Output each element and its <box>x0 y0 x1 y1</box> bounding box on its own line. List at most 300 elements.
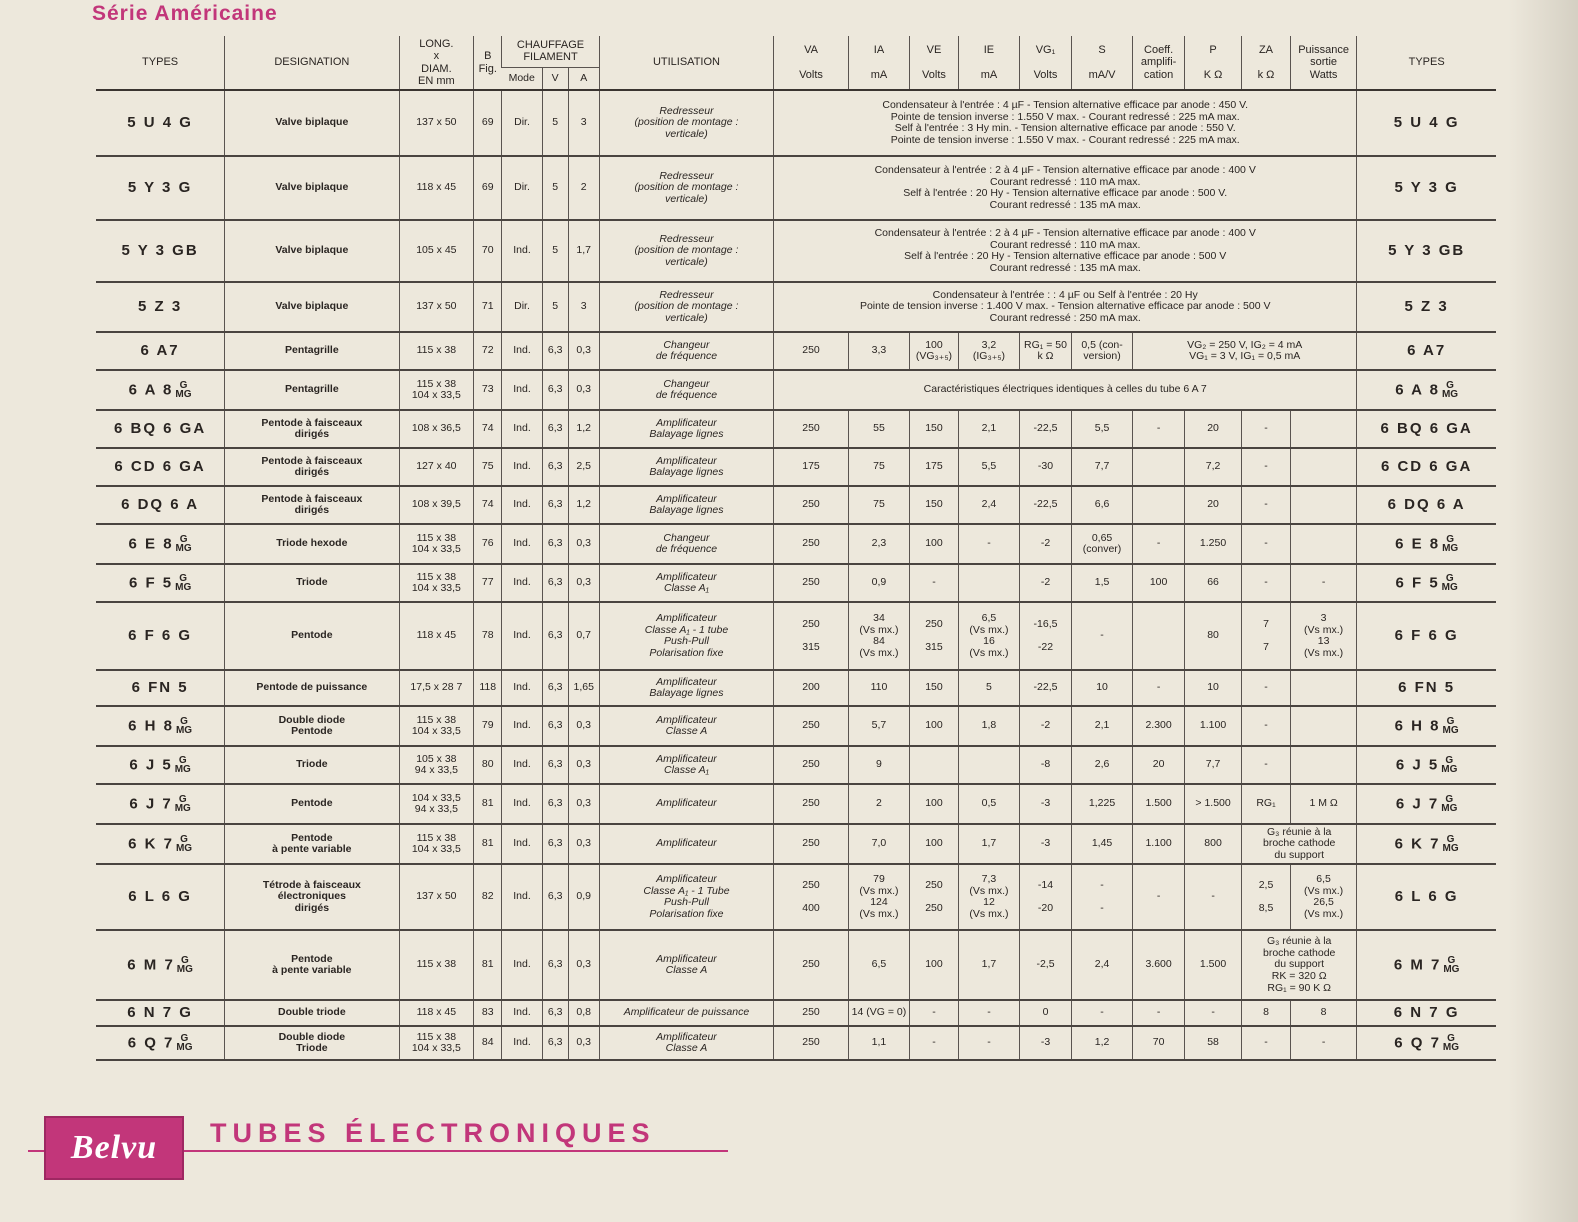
type-cell-right <box>1357 824 1496 864</box>
type-cell <box>96 930 225 1000</box>
type-cell <box>96 486 225 524</box>
variant-mg: MG <box>175 843 193 855</box>
tube-variant-suffix <box>175 756 191 775</box>
type-cell-right <box>1357 524 1496 564</box>
power-cell <box>1290 448 1356 486</box>
vg1-cell: -14 -20 <box>1020 864 1072 930</box>
header-figure: B Fig. <box>474 36 502 90</box>
heating-voltage-cell: 5 <box>542 282 568 332</box>
tube-type-label: 6 N 7 G <box>1393 1003 1460 1021</box>
variant-mg: MG <box>1442 543 1459 555</box>
ia-cell: 75 <box>848 448 909 486</box>
characteristics-note-cell: Caractéristiques électriques identiques à celles du tube 6 A 7 <box>774 370 1357 410</box>
power-cell: 1 M Ω <box>1290 784 1356 824</box>
designation-cell: Valve biplaque <box>225 90 399 156</box>
va-cell: 250 <box>774 524 849 564</box>
za-cell: - <box>1242 706 1291 746</box>
table-row <box>96 824 1496 864</box>
coeff-cell: 2.300 <box>1133 706 1185 746</box>
ia-cell: 2 <box>848 784 909 824</box>
tube-variant-suffix <box>1443 717 1459 736</box>
heating-current-cell: 0,3 <box>568 1026 599 1060</box>
heating-mode-cell: Ind. <box>502 746 542 784</box>
designation-cell: Pentode de puissance <box>225 670 399 706</box>
variant-g: G <box>1446 715 1455 727</box>
s-cell: 5,5 <box>1071 410 1132 448</box>
table-body <box>96 90 1496 1060</box>
designation-cell: Pentode <box>225 784 399 824</box>
tube-type-label: 6 J 5 <box>1395 756 1440 774</box>
power-cell: 8 <box>1290 1000 1356 1026</box>
header-coeff-amplification: Coeff. amplifi- cation <box>1133 36 1185 90</box>
utilisation-cell: Redresseur (position de montage : verticale) <box>599 282 773 332</box>
za-cell: - <box>1242 410 1291 448</box>
type-cell-right <box>1357 156 1496 220</box>
heating-mode-cell: Ind. <box>502 602 542 670</box>
extra-characteristics-cell: VG₂ = 250 V, IG₂ = 4 mA VG₁ = 3 V, IG₁ = 0,5 mA <box>1133 332 1357 370</box>
tube-type-label: 6 F 5 <box>128 574 174 592</box>
figure-cell: 69 <box>474 156 502 220</box>
ia-cell: 1,1 <box>848 1026 909 1060</box>
za-cell: - <box>1242 564 1291 602</box>
tube-type-label: 5 Y 3 GB <box>1388 241 1466 259</box>
za-cell: 8 <box>1242 1000 1291 1026</box>
dimensions-cell: 108 x 36,5 <box>399 410 474 448</box>
variant-mg: MG <box>1443 964 1460 976</box>
type-cell <box>96 824 225 864</box>
vg1-cell: -8 <box>1020 746 1072 784</box>
tube-variant-suffix <box>1443 956 1459 975</box>
ve-cell <box>910 746 959 784</box>
header-types-right: TYPES <box>1357 36 1496 90</box>
s-cell: 2,4 <box>1071 930 1132 1000</box>
heating-mode-cell: Ind. <box>502 448 542 486</box>
type-cell-right <box>1357 706 1496 746</box>
vg1-cell: -22,5 <box>1020 670 1072 706</box>
tube-type-label: 6 K 7 <box>128 835 174 853</box>
table-row <box>96 602 1496 670</box>
figure-cell: 81 <box>474 784 502 824</box>
ia-cell: 6,5 <box>848 930 909 1000</box>
dimensions-cell: 17,5 x 28 7 <box>399 670 474 706</box>
p-cell: - <box>1185 1000 1242 1026</box>
figure-cell: 71 <box>474 282 502 332</box>
coeff-cell: - <box>1133 670 1185 706</box>
utilisation-cell: Changeur de fréquence <box>599 524 773 564</box>
coeff-cell: - <box>1133 864 1185 930</box>
tube-type-label: 5 Y 3 G <box>127 178 193 196</box>
table-row <box>96 370 1496 410</box>
header-designation: DESIGNATION <box>225 36 399 90</box>
tube-type-label: 6 F 6 G <box>1394 626 1459 644</box>
ve-cell: 100 <box>910 706 959 746</box>
tube-type-label: 5 Y 3 G <box>1394 178 1459 196</box>
power-cell <box>1290 410 1356 448</box>
variant-g: G <box>180 715 188 727</box>
p-cell: 1.100 <box>1185 706 1242 746</box>
heating-mode-cell: Ind. <box>502 784 542 824</box>
vg1-cell: -30 <box>1020 448 1072 486</box>
variant-mg: MG <box>175 389 192 401</box>
tube-variant-suffix <box>176 717 192 736</box>
p-cell: 20 <box>1185 410 1242 448</box>
vg1-cell: -2,5 <box>1020 930 1072 1000</box>
ie-cell: - <box>958 524 1019 564</box>
s-cell: 6,6 <box>1071 486 1132 524</box>
heating-voltage-cell: 6,3 <box>542 332 568 370</box>
figure-cell: 72 <box>474 332 502 370</box>
heating-mode-cell: Ind. <box>502 670 542 706</box>
p-cell: 7,7 <box>1185 746 1242 784</box>
type-cell-right <box>1357 282 1496 332</box>
heating-current-cell: 1,65 <box>568 670 599 706</box>
utilisation-cell: Changeur de fréquence <box>599 332 773 370</box>
coeff-cell: 1.500 <box>1133 784 1185 824</box>
figure-cell: 77 <box>474 564 502 602</box>
heating-current-cell: 0,3 <box>568 746 599 784</box>
figure-cell: 83 <box>474 1000 502 1026</box>
za-cell: 7 7 <box>1242 602 1291 670</box>
utilisation-cell: Amplificateur Balayage lignes <box>599 410 773 448</box>
variant-g: G <box>1445 572 1454 584</box>
utilisation-cell: Changeur de fréquence <box>599 370 773 410</box>
tube-type-label: 6 E 8 <box>1395 535 1441 553</box>
heating-current-cell: 0,3 <box>568 370 599 410</box>
va-cell: 250 <box>774 332 849 370</box>
tube-variant-suffix <box>1443 835 1459 854</box>
ia-cell: 75 <box>848 486 909 524</box>
type-cell-right <box>1357 90 1496 156</box>
va-cell: 250 <box>774 824 849 864</box>
tube-type-label: 6 H 8 <box>128 717 174 735</box>
designation-cell: Triode <box>225 564 399 602</box>
dimensions-cell: 137 x 50 <box>399 864 474 930</box>
ia-cell: 110 <box>848 670 909 706</box>
heating-current-cell: 3 <box>568 90 599 156</box>
heating-mode-cell: Ind. <box>502 524 542 564</box>
heating-mode-cell: Ind. <box>502 410 542 448</box>
footer-title: TUBES ÉLECTRONIQUES <box>210 1118 656 1148</box>
coeff-cell: 3.600 <box>1133 930 1185 1000</box>
ie-cell: 5,5 <box>958 448 1019 486</box>
table-row <box>96 1000 1496 1026</box>
za-power-note-cell: G₃ réunie à la broche cathode du support RK = 320 Ω RG₁ = 90 K Ω <box>1242 930 1357 1000</box>
table-row <box>96 784 1496 824</box>
utilisation-cell: Amplificateur Classe A₁ - 1 Tube Push-Pull Polarisation fixe <box>599 864 773 930</box>
tube-type-label: 6 A 8 <box>1395 381 1440 399</box>
heating-current-cell: 0,3 <box>568 564 599 602</box>
type-cell <box>96 410 225 448</box>
type-cell <box>96 1026 225 1060</box>
ve-cell: 100 <box>910 824 959 864</box>
heating-current-cell: 0,3 <box>568 706 599 746</box>
dimensions-cell: 115 x 38 104 x 33,5 <box>399 370 474 410</box>
vg1-cell: -3 <box>1020 784 1072 824</box>
heating-mode-cell: Ind. <box>502 824 542 864</box>
power-cell <box>1290 746 1356 784</box>
va-cell: 175 <box>774 448 849 486</box>
power-cell: - <box>1290 1026 1356 1060</box>
type-cell <box>96 220 225 282</box>
vg1-cell: -2 <box>1020 564 1072 602</box>
za-cell: - <box>1242 524 1291 564</box>
figure-cell: 118 <box>474 670 502 706</box>
coeff-cell: 70 <box>1133 1026 1185 1060</box>
heating-voltage-cell: 6,3 <box>542 930 568 1000</box>
tube-type-label: 6 M 7 <box>1393 956 1442 974</box>
ve-cell: 250 315 <box>910 602 959 670</box>
designation-cell: Pentode à pente variable <box>225 930 399 1000</box>
type-cell-right <box>1357 332 1496 370</box>
tube-type-label: 6 E 8 <box>128 535 174 553</box>
ie-cell: 1,8 <box>958 706 1019 746</box>
figure-cell: 73 <box>474 370 502 410</box>
type-cell <box>96 156 225 220</box>
ve-cell: 100 <box>910 784 959 824</box>
heating-voltage-cell: 6,3 <box>542 1000 568 1026</box>
table-row <box>96 332 1496 370</box>
header-puissance-sortie: Puissance sortie Watts <box>1290 36 1356 90</box>
ia-cell: 5,7 <box>848 706 909 746</box>
type-cell-right <box>1357 864 1496 930</box>
p-cell: - <box>1185 864 1242 930</box>
va-cell: 200 <box>774 670 849 706</box>
heating-current-cell: 2,5 <box>568 448 599 486</box>
heating-voltage-cell: 6,3 <box>542 706 568 746</box>
s-cell: - <box>1071 1000 1132 1026</box>
variant-mg: MG <box>176 964 193 976</box>
power-cell: 6,5 (Vs mx.) 26,5 (Vs mx.) <box>1290 864 1356 930</box>
designation-cell: Valve biplaque <box>225 220 399 282</box>
heating-voltage-cell: 6,3 <box>542 670 568 706</box>
variant-mg: MG <box>1442 843 1459 855</box>
dimensions-cell: 115 x 38 104 x 33,5 <box>399 524 474 564</box>
variant-g: G <box>180 954 189 966</box>
tube-type-label: 6 L 6 G <box>1394 887 1459 905</box>
type-cell <box>96 602 225 670</box>
coeff-cell <box>1133 448 1185 486</box>
heating-current-cell: 0,3 <box>568 332 599 370</box>
variant-g: G <box>1446 533 1455 545</box>
table-row <box>96 524 1496 564</box>
s-cell: 1,45 <box>1071 824 1132 864</box>
heating-voltage-cell: 6,3 <box>542 602 568 670</box>
p-cell: 66 <box>1185 564 1242 602</box>
designation-cell: Pentode à faisceaux dirigés <box>225 410 399 448</box>
dimensions-cell: 105 x 45 <box>399 220 474 282</box>
figure-cell: 79 <box>474 706 502 746</box>
tube-type-label: 5 Z 3 <box>137 297 183 315</box>
variant-mg: MG <box>1442 1042 1460 1054</box>
coeff-cell: - <box>1133 1000 1185 1026</box>
table-row <box>96 564 1496 602</box>
heating-mode-cell: Ind. <box>502 370 542 410</box>
tube-type-label: 6 FN 5 <box>1398 678 1456 696</box>
p-cell: > 1.500 <box>1185 784 1242 824</box>
variant-mg: MG <box>1441 803 1458 815</box>
ie-cell: 2,1 <box>958 410 1019 448</box>
coeff-cell: 20 <box>1133 746 1185 784</box>
s-cell: 1,5 <box>1071 564 1132 602</box>
type-cell-right <box>1357 602 1496 670</box>
tube-type-label: 6 BQ 6 GA <box>1380 419 1473 437</box>
dimensions-cell: 115 x 38 104 x 33,5 <box>399 706 474 746</box>
ie-cell: 0,5 <box>958 784 1019 824</box>
designation-cell: Pentode à faisceaux dirigés <box>225 448 399 486</box>
tube-variant-suffix <box>176 835 192 854</box>
type-cell-right <box>1357 220 1496 282</box>
header-ie: IE mA <box>958 36 1019 90</box>
variant-mg: MG <box>175 543 192 555</box>
tube-type-label: 5 Z 3 <box>1404 297 1449 315</box>
table-row <box>96 1026 1496 1060</box>
ve-cell: 100 <box>910 930 959 1000</box>
designation-cell: Double diode Triode <box>225 1026 399 1060</box>
ve-cell: - <box>910 1000 959 1026</box>
heating-mode-cell: Ind. <box>502 1000 542 1026</box>
tube-variant-suffix <box>1441 795 1457 814</box>
utilisation-cell: Amplificateur Balayage lignes <box>599 486 773 524</box>
characteristics-note-cell: Condensateur à l'entrée : : 4 µF ou Self à l'entrée : 20 Hy Pointe de tension inverse : 1.400 V max. - Tension alternative efficace par anode : 500 V Courant redressé : 250 mA max. <box>774 282 1357 332</box>
vg1-cell: RG₁ = 50 k Ω <box>1020 332 1072 370</box>
type-cell-right <box>1357 1000 1496 1026</box>
ie-cell: 7,3 (Vs mx.) 12 (Vs mx.) <box>958 864 1019 930</box>
ve-cell: 250 250 <box>910 864 959 930</box>
tube-type-label: 6 J 7 <box>129 795 173 813</box>
heating-current-cell: 2 <box>568 156 599 220</box>
designation-cell: Tétrode à faisceaux électroniques dirigés <box>225 864 399 930</box>
tube-type-label: 5 U 4 G <box>127 113 193 131</box>
power-cell <box>1290 706 1356 746</box>
heating-voltage-cell: 6,3 <box>542 824 568 864</box>
characteristics-note-cell: Condensateur à l'entrée : 2 à 4 µF - Tension alternative efficace par anode : 400 V Courant redressé : 110 mA max. Self à l'entrée : 20 Hy - Tension alternative efficace par anode : 500 V Courant redressé : 135 mA max. <box>774 220 1357 282</box>
table-row <box>96 282 1496 332</box>
power-cell: - <box>1290 564 1356 602</box>
tube-variant-suffix <box>1442 574 1458 593</box>
header-s: S mA/V <box>1071 36 1132 90</box>
s-cell: - <box>1071 602 1132 670</box>
tube-type-label: 6 A 8 <box>128 381 174 399</box>
heating-mode-cell: Ind. <box>502 864 542 930</box>
designation-cell: Valve biplaque <box>225 156 399 220</box>
va-cell: 250 <box>774 486 849 524</box>
tube-type-label: 6 J 5 <box>129 756 173 774</box>
s-cell: 10 <box>1071 670 1132 706</box>
heating-voltage-cell: 6,3 <box>542 524 568 564</box>
tube-variant-suffix <box>177 956 193 975</box>
tube-type-label: 5 Y 3 GB <box>121 241 199 259</box>
ia-cell: 0,9 <box>848 564 909 602</box>
ie-cell <box>958 564 1019 602</box>
variant-g: G <box>180 833 188 845</box>
type-cell-right <box>1357 670 1496 706</box>
dimensions-cell: 118 x 45 <box>399 156 474 220</box>
ie-cell: - <box>958 1026 1019 1060</box>
figure-cell: 69 <box>474 90 502 156</box>
variant-g: G <box>1447 954 1456 966</box>
heating-voltage-cell: 5 <box>542 156 568 220</box>
variant-mg: MG <box>1441 764 1458 776</box>
type-cell-right <box>1357 486 1496 524</box>
type-cell <box>96 706 225 746</box>
variant-g: G <box>179 379 188 391</box>
ve-cell: 100 (VG₃₊₅) <box>910 332 959 370</box>
header-length-diameter: LONG. x DIAM. EN mm <box>399 36 474 90</box>
tube-type-label: 6 Q 7 <box>1394 1034 1441 1052</box>
variant-mg: MG <box>176 1042 193 1054</box>
za-cell: - <box>1242 448 1291 486</box>
tube-type-label: 6 N 7 G <box>127 1003 193 1021</box>
utilisation-cell: Amplificateur Balayage lignes <box>599 448 773 486</box>
type-cell-right <box>1357 784 1496 824</box>
ia-cell: 79 (Vs mx.) 124 (Vs mx.) <box>848 864 909 930</box>
dimensions-cell: 137 x 50 <box>399 282 474 332</box>
tube-variant-suffix <box>176 535 192 554</box>
type-cell <box>96 670 225 706</box>
variant-g: G <box>179 533 188 545</box>
heating-current-cell: 0,3 <box>568 524 599 564</box>
vg1-cell: -22,5 <box>1020 410 1072 448</box>
heating-current-cell: 0,9 <box>568 864 599 930</box>
header-chauffage-filament: CHAUFFAGE FILAMENT <box>502 36 600 67</box>
s-cell: 2,6 <box>1071 746 1132 784</box>
heating-current-cell: 1,2 <box>568 410 599 448</box>
tube-type-label: 6 Q 7 <box>127 1034 175 1052</box>
heating-voltage-cell: 6,3 <box>542 1026 568 1060</box>
coeff-cell: - <box>1133 524 1185 564</box>
dimensions-cell: 104 x 33,5 94 x 33,5 <box>399 784 474 824</box>
tube-type-label: 6 DQ 6 A <box>121 495 200 513</box>
utilisation-cell: Amplificateur Classe A <box>599 1026 773 1060</box>
ve-cell: 100 <box>910 524 959 564</box>
power-cell <box>1290 486 1356 524</box>
heating-mode-cell: Ind. <box>502 486 542 524</box>
ia-cell: 55 <box>848 410 909 448</box>
type-cell <box>96 282 225 332</box>
va-cell: 250 <box>774 784 849 824</box>
s-cell: 2,1 <box>1071 706 1132 746</box>
tube-variant-suffix <box>1442 381 1458 400</box>
tube-type-label: 6 BQ 6 GA <box>113 419 207 437</box>
heating-voltage-cell: 6,3 <box>542 370 568 410</box>
heating-current-cell: 1,2 <box>568 486 599 524</box>
type-cell <box>96 784 225 824</box>
heating-voltage-cell: 6,3 <box>542 784 568 824</box>
figure-cell: 75 <box>474 448 502 486</box>
vg1-cell: 0 <box>1020 1000 1072 1026</box>
tube-variant-suffix <box>1442 535 1458 554</box>
dimensions-cell: 127 x 40 <box>399 448 474 486</box>
header-volts: V <box>542 67 568 90</box>
table-row <box>96 486 1496 524</box>
ia-cell: 7,0 <box>848 824 909 864</box>
ia-cell: 9 <box>848 746 909 784</box>
variant-g: G <box>179 572 188 584</box>
heating-voltage-cell: 6,3 <box>542 746 568 784</box>
variant-g: G <box>1446 833 1455 845</box>
coeff-cell <box>1133 486 1185 524</box>
type-cell <box>96 864 225 930</box>
designation-cell: Pentode <box>225 602 399 670</box>
ie-cell: - <box>958 1000 1019 1026</box>
tube-type-label: 6 K 7 <box>1394 835 1441 853</box>
utilisation-cell: Amplificateur Balayage lignes <box>599 670 773 706</box>
p-cell: 58 <box>1185 1026 1242 1060</box>
p-cell: 800 <box>1185 824 1242 864</box>
ie-cell: 6,5 (Vs mx.) 16 (Vs mx.) <box>958 602 1019 670</box>
heating-current-cell: 0,7 <box>568 602 599 670</box>
heating-mode-cell: Dir. <box>502 156 542 220</box>
